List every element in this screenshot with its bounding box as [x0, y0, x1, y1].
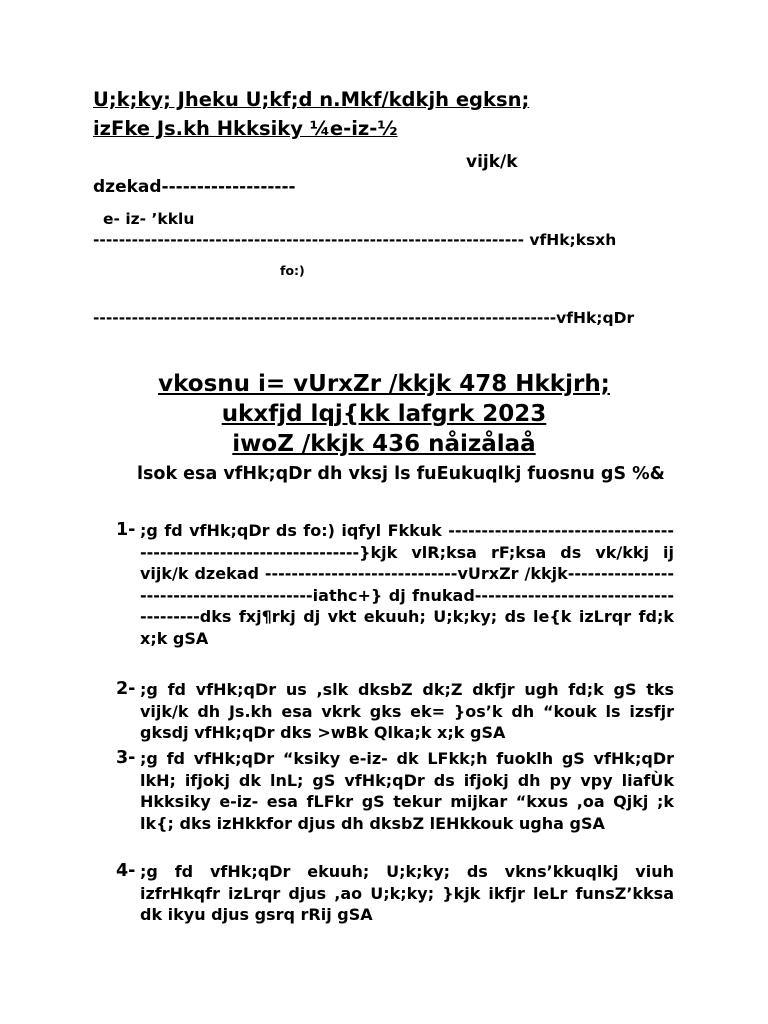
application-title-line3: iwoZ /kkjk 436 nåizålaå: [232, 431, 536, 457]
intro-paragraph: lsok esa vfHk;qDr dh vksj ls fuEukuqlkj fuosnu gS %&: [137, 464, 665, 484]
point-3: [116, 748, 674, 834]
prosecution-line: ------------------------------------------------------------------- vfHk;ksxh: [93, 231, 617, 249]
point-2: [116, 679, 674, 744]
state-party: e- iz- ’kklu: [103, 210, 195, 228]
point-text: ;g fd vfHk;qDr ds fo:) iqfyl Fkkuk -------------------------------------------------------------------}kjk vlR;ksa rF;ksa ds vk/kkj ij vijk/k dzekad -----------------------------vUrxZr /kkjk------------------------------------------iathc+} dj fnukad---------------------------------------dks fxj¶rkj dj vkt ekuuh; U;k;ky; ds le{k izLrqr fd;k x;k gSA: [140, 521, 674, 648]
case-number-line: dzekad-------------------: [93, 177, 296, 197]
point-number: 3-: [116, 748, 136, 768]
point-1: [116, 520, 674, 649]
application-title-line1: vkosnu i= vUrxZr /kkjk 478 Hkkjrh;: [158, 371, 610, 397]
accused-line: ------------------------------------------------------------------------vfHk;qDr: [93, 309, 635, 327]
versus-label: fo:): [280, 263, 305, 278]
point-4: [116, 861, 674, 926]
point-number: 2-: [116, 679, 136, 699]
point-text: ;g fd vfHk;qDr us ,slk dksbZ dk;Z dkfjr ugh fd;k gS tks vijk/k dh Js.kh esa vkrk gks ek= }os’k dh “kouk ls izsfjr gksdj vfHk;qDr dks >wBk Qlka;k x;k gSA: [140, 680, 674, 742]
point-number: 1-: [116, 520, 136, 540]
application-title-line2: ukxfjd lqj{kk lafgrk 2023: [221, 401, 547, 427]
case-number-label: vijk/k: [466, 152, 518, 172]
point-number: 4-: [116, 861, 136, 881]
court-heading: [93, 85, 693, 143]
court-heading-line1: U;k;ky; Jheku U;kf;d n.Mkf/kdkjh egksn;: [93, 88, 530, 111]
court-heading-line2: izFke Js.kh Hkksiky ¼e-iz-½: [93, 117, 398, 140]
point-text: ;g fd vfHk;qDr ekuuh; U;k;ky; ds vkns’kkuqlkj viuh izfrHkqfr izLrqr djus ,ao U;k;ky; }kjk ikfjr leLr funsZ’kksa dk ikyu djus gsrq rRij gSA: [140, 862, 674, 924]
point-text: ;g fd vfHk;qDr “ksiky e-iz- dk LFkk;h fuoklh gS vfHk;qDr lkH; ifjokj dk lnL; gS vfHk;qDr ds ifjokj dh py vpy liafÙk Hkksiky e-iz- esa fLFkr gS tekur mijkar “kxus ,oa Qjkj ;k lk{; dks izHkkfor djus dh dksbZ lEHkkouk ugha gSA: [140, 749, 674, 833]
